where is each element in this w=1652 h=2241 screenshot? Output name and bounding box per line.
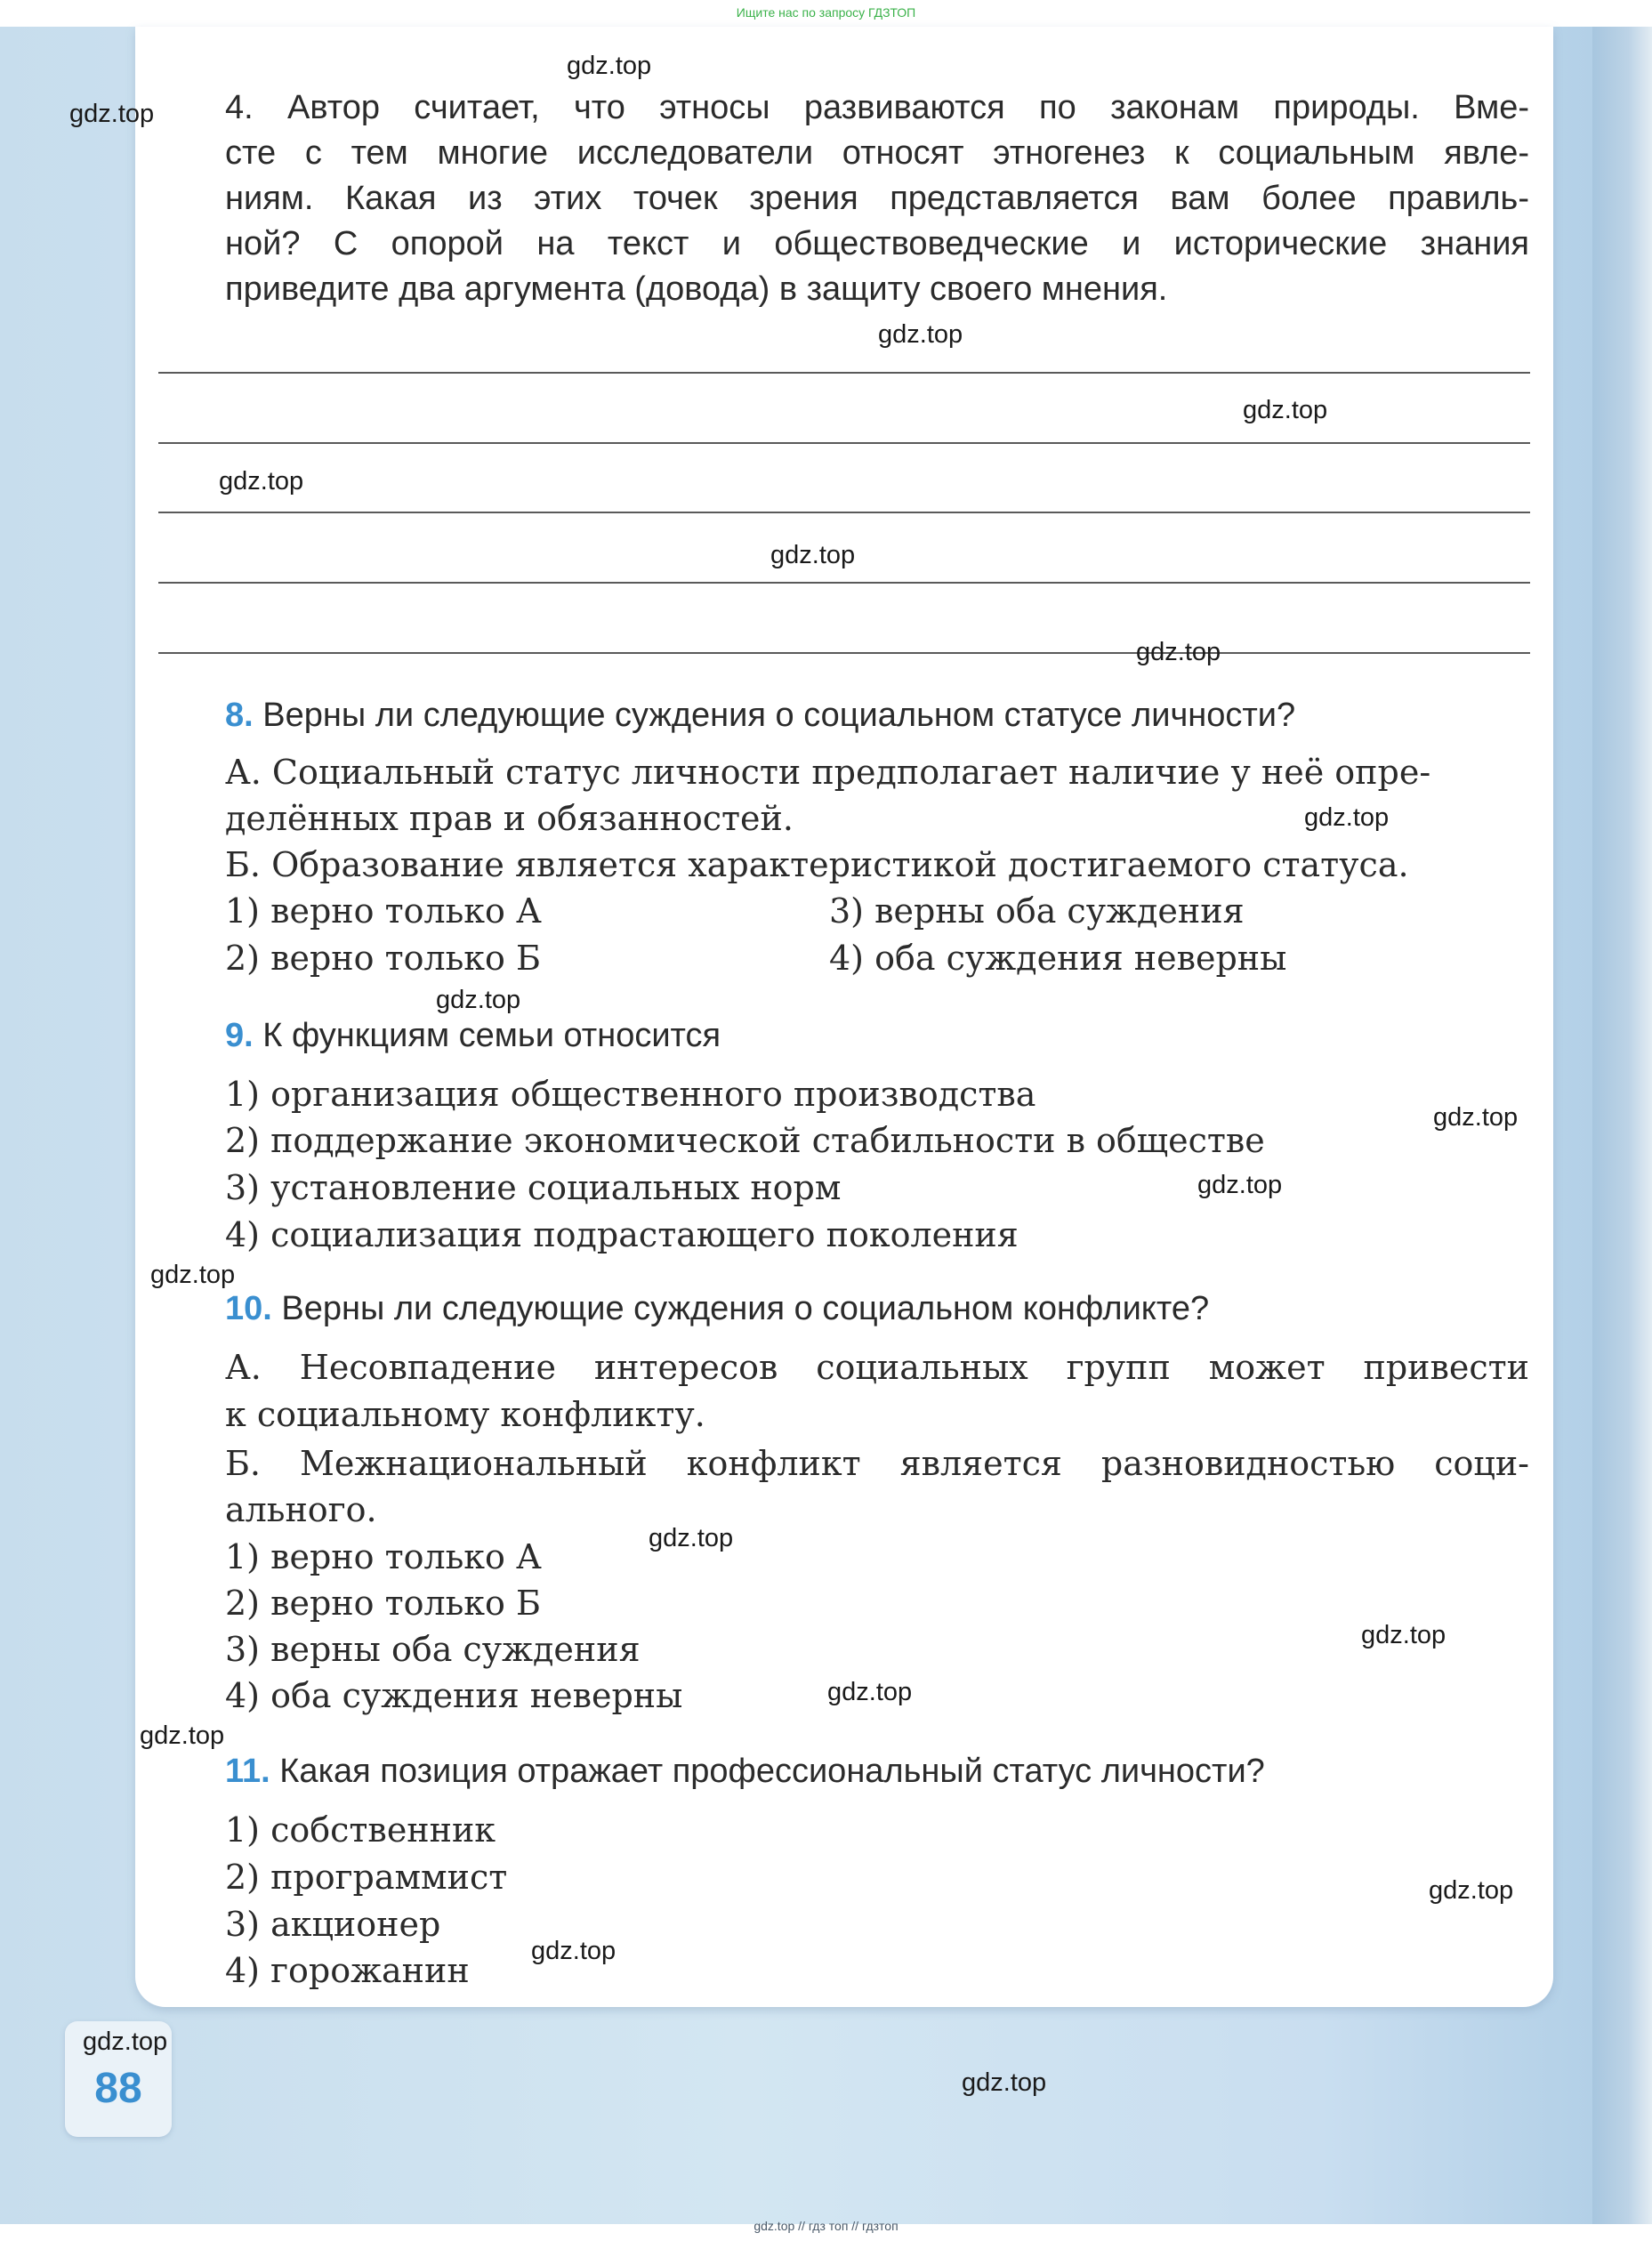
question-8-option: 2) верно только Б: [225, 939, 541, 978]
question-10-statement-a-line: А. Несовпадение интересов социальных групп может привести: [225, 1348, 1529, 1387]
question-11-text: Какая позиция отражает профессиональный статус личности?: [279, 1753, 1265, 1790]
watermark: gdz.top: [531, 1937, 616, 1965]
watermark: gdz.top: [1243, 396, 1328, 424]
watermark: gdz.top: [1433, 1103, 1519, 1132]
question-9-option: 4) социализация подрастающего поколения: [225, 1215, 1019, 1254]
watermark: gdz.top: [962, 2068, 1047, 2097]
answer-line: [158, 582, 1530, 584]
watermark: gdz.top: [436, 986, 521, 1014]
footer-note: gdz.top // гдз топ // гдзтоп: [753, 2219, 899, 2233]
question-4-line: 4. Автор считает, что этносы развиваются по законам природы. Вме-: [225, 89, 1529, 126]
question-9-option: 3) установление социальных норм: [225, 1168, 842, 1207]
watermark: gdz.top: [1361, 1621, 1447, 1649]
question-8-option: 1) верно только А: [225, 891, 542, 931]
question-11-option: 2) программист: [225, 1858, 508, 1897]
question-9-option: 1) организация общественного производства: [225, 1075, 1036, 1114]
question-10-option: 3) верны оба суждения: [225, 1630, 641, 1669]
question-10-statement-b-line: Б. Межнациональный конфликт является разновидностью соци-: [225, 1444, 1529, 1483]
question-4-line: ной? С опорой на текст и обществоведческие и исторические знания: [225, 225, 1529, 262]
question-8-text: Верны ли следующие суждения о социальном статусе личности?: [262, 697, 1296, 734]
answer-line: [158, 442, 1530, 444]
question-10-text: Верны ли следующие суждения о социальном конфликте?: [281, 1290, 1210, 1327]
question-4-text: [225, 85, 1529, 312]
page-edge-shadow: [1592, 27, 1652, 2224]
question-9-option: 2) поддержание экономической стабильности в обществе: [225, 1121, 1265, 1160]
question-11-option: 1) собственник: [225, 1810, 496, 1850]
question-10-heading: [225, 1290, 1209, 1328]
watermark: gdz.top: [83, 2027, 168, 2056]
question-4-line: ниям. Какая из этих точек зрения представляется вам более правиль-: [225, 180, 1529, 217]
watermark: gdz.top: [69, 100, 155, 128]
watermark: gdz.top: [150, 1261, 236, 1289]
watermark: gdz.top: [1136, 638, 1221, 666]
question-8-number: 8.: [225, 697, 254, 734]
answer-line: [158, 652, 1530, 654]
question-10-option: 1) верно только А: [225, 1537, 542, 1576]
question-11-number: 11.: [225, 1753, 270, 1790]
watermark: gdz.top: [878, 320, 963, 349]
watermark: gdz.top: [1429, 1876, 1514, 1905]
watermark: gdz.top: [1197, 1171, 1283, 1199]
question-8-option: 3) верны оба суждения: [829, 891, 1245, 931]
watermark: gdz.top: [140, 1721, 225, 1750]
question-9-heading: [225, 1017, 721, 1055]
question-4-line: сте с тем многие исследователи относят этногенез к социальным явле-: [225, 134, 1529, 172]
question-4-line: приведите два аргумента (довода) в защиту своего мнения.: [225, 270, 1168, 308]
question-10-number: 10.: [225, 1290, 272, 1327]
answer-line: [158, 512, 1530, 513]
question-9-text: К функциям семьи относится: [262, 1017, 721, 1054]
question-10-statement-b-line: ального.: [225, 1490, 377, 1529]
watermark: gdz.top: [770, 541, 856, 569]
question-11-option: 3) акционер: [225, 1905, 441, 1944]
question-8-statement-a-line: А. Социальный статус личности предполагает наличие у неё опре-: [225, 753, 1431, 792]
answer-line: [158, 372, 1530, 374]
question-8-statement-a-line: делённых прав и обязанностей.: [225, 799, 794, 838]
page-number: 88: [94, 2065, 142, 2112]
watermark: gdz.top: [219, 467, 304, 496]
header-note: Ищите нас по запросу ГДЗТОП: [736, 5, 916, 20]
watermark: gdz.top: [567, 52, 652, 80]
question-8-statement-b: Б. Образование является характеристикой достигаемого статуса.: [225, 845, 1409, 884]
question-8-option: 4) оба суждения неверны: [829, 939, 1287, 978]
question-8-heading: [225, 697, 1295, 735]
watermark: gdz.top: [649, 1524, 734, 1552]
question-10-option: 4) оба суждения неверны: [225, 1676, 683, 1715]
question-11-heading: [225, 1753, 1265, 1791]
watermark: gdz.top: [827, 1678, 913, 1706]
question-9-number: 9.: [225, 1017, 254, 1054]
question-11-option: 4) горожанин: [225, 1951, 470, 1990]
watermark: gdz.top: [1304, 803, 1390, 832]
question-10-option: 2) верно только Б: [225, 1584, 541, 1623]
question-10-statement-a-line: к социальному конфликту.: [225, 1395, 705, 1434]
